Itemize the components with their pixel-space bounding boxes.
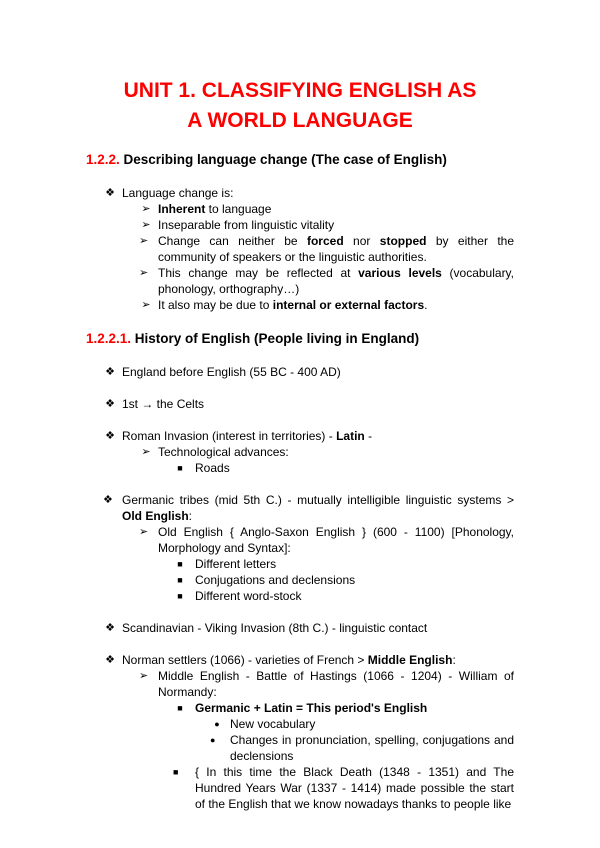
square-bullet-icon: ■ <box>177 559 183 569</box>
item-text: { In this time the Black Death (1348 - 1351) and The Hundred Years War (1337 - 1414) made possible the start of the English that we know nowadays thanks to people like <box>195 765 514 811</box>
item-text: Change can neither be <box>158 234 307 248</box>
bold-text: Latin <box>336 429 365 443</box>
diamond-bullet-icon: ❖ <box>105 622 115 634</box>
unit-title-line-1: UNIT 1. CLASSIFYING ENGLISH AS <box>123 79 477 102</box>
item-text: England before English (55 BC - 400 AD) <box>122 365 341 379</box>
list-item <box>105 620 514 636</box>
diamond-bullet-icon: ❖ <box>105 398 115 410</box>
section-heading-1-2-2 <box>86 152 447 167</box>
item-text: Old English { Anglo-Saxon English } (600 - 1100) [Phonology, Morphology and Syntax]: <box>158 525 514 555</box>
square-bullet-icon: ■ <box>177 463 183 473</box>
square-bullet-icon: ■ <box>177 591 183 601</box>
list-item <box>139 233 515 265</box>
item-text: nor <box>343 234 380 248</box>
list-item <box>139 524 514 556</box>
item-text: Roman Invasion (interest in territories) - <box>122 429 337 443</box>
diamond-bullet-icon: ❖ <box>105 187 115 199</box>
arrow-bullet-icon: ➢ <box>139 267 149 279</box>
item-text: Technological advances: <box>158 445 289 459</box>
list-item <box>177 588 514 604</box>
arrow-bullet-icon: ➢ <box>141 446 151 458</box>
list-item <box>139 668 514 700</box>
arrow-bullet-icon: ➢ <box>141 219 151 231</box>
list-item <box>177 700 514 716</box>
item-text: : <box>452 653 456 667</box>
item-text: Different word-stock <box>195 589 302 603</box>
square-bullet-icon: ■ <box>173 767 179 777</box>
list-item <box>177 556 514 572</box>
bold-text: various levels <box>358 266 442 280</box>
item-text: Germanic tribes (mid 5th C.) - mutually intelligible linguistic systems > <box>122 493 514 507</box>
section-title: Describing language change (The case of English) <box>119 152 447 167</box>
section-heading-1-2-2-1 <box>86 331 419 346</box>
arrow-bullet-icon: ➢ <box>139 670 149 682</box>
list-item <box>139 265 515 297</box>
list-item <box>177 572 514 588</box>
list-item <box>210 732 514 764</box>
square-bullet-icon: ■ <box>177 703 183 713</box>
section-number: 1.2.2. <box>86 152 120 167</box>
diamond-bullet-icon: ❖ <box>105 366 115 378</box>
list-item <box>105 652 514 668</box>
diamond-bullet-icon: ❖ <box>105 430 115 442</box>
item-text: to language <box>205 202 272 216</box>
list-item <box>173 764 514 812</box>
list-item <box>141 444 514 460</box>
unit-title-line-2: A WORLD LANGUAGE <box>187 109 413 132</box>
item-text: Norman settlers (1066) - varieties of French > <box>122 653 368 667</box>
item-text: : <box>188 509 193 523</box>
list-item <box>105 396 514 412</box>
item-text: Different letters <box>195 557 277 571</box>
item-text: It also may be due to <box>158 298 273 312</box>
list-item <box>177 460 514 476</box>
square-bullet-icon: ■ <box>177 575 183 585</box>
item-text: 1st → the Celts <box>122 397 205 411</box>
bold-text: forced <box>306 234 344 248</box>
list-item <box>103 492 514 524</box>
item-text: Roads <box>195 461 230 475</box>
diamond-bullet-icon: ❖ <box>103 494 113 506</box>
item-text: - <box>364 429 373 443</box>
arrow-bullet-icon: ➢ <box>141 203 151 215</box>
arrow-bullet-icon: ➢ <box>139 235 149 247</box>
bold-text: internal or external factors <box>272 298 425 312</box>
item-text: Scandinavian - Viking Invasion (8th C.) - linguistic contact <box>122 621 428 635</box>
bold-text: Old English <box>122 509 189 523</box>
arrow-bullet-icon: ➢ <box>139 526 149 538</box>
item-text: New vocabulary <box>230 717 316 731</box>
list-item <box>141 201 514 217</box>
item-text: Language change is: <box>122 186 234 200</box>
dot-bullet-icon: ● <box>214 719 220 729</box>
list-item <box>105 364 514 380</box>
list-item <box>214 716 514 732</box>
item-text: Inseparable from linguistic vitality <box>158 218 335 232</box>
item-text: . <box>424 298 428 312</box>
bold-text: stopped <box>379 234 427 248</box>
list-item <box>105 428 514 444</box>
item-text: by either the community of speakers or the linguistic authorities. <box>158 234 515 264</box>
dot-bullet-icon: ● <box>210 735 216 745</box>
list-item <box>141 297 514 313</box>
section-title: History of English (People living in England) <box>131 331 420 346</box>
item-text: Changes in pronunciation, spelling, conjugations and declensions <box>230 733 514 763</box>
arrow-bullet-icon: ➢ <box>141 299 151 311</box>
bold-text: Inherent <box>158 202 206 216</box>
item-text: Middle English - Battle of Hastings (1066 - 1204) - William of Normandy: <box>158 669 514 699</box>
bold-text: Middle English <box>367 653 453 667</box>
list-item <box>141 217 514 233</box>
list-item <box>105 185 514 201</box>
item-text: (vocabulary, phonology, orthography…) <box>158 266 515 296</box>
diamond-bullet-icon: ❖ <box>105 654 115 666</box>
bold-text: Germanic + Latin = This period's English <box>195 701 428 715</box>
item-text: This change may be reflected at <box>158 266 359 280</box>
section-number: 1.2.2.1. <box>86 331 132 346</box>
item-text: Conjugations and declensions <box>195 573 356 587</box>
unit-title <box>0 76 600 136</box>
